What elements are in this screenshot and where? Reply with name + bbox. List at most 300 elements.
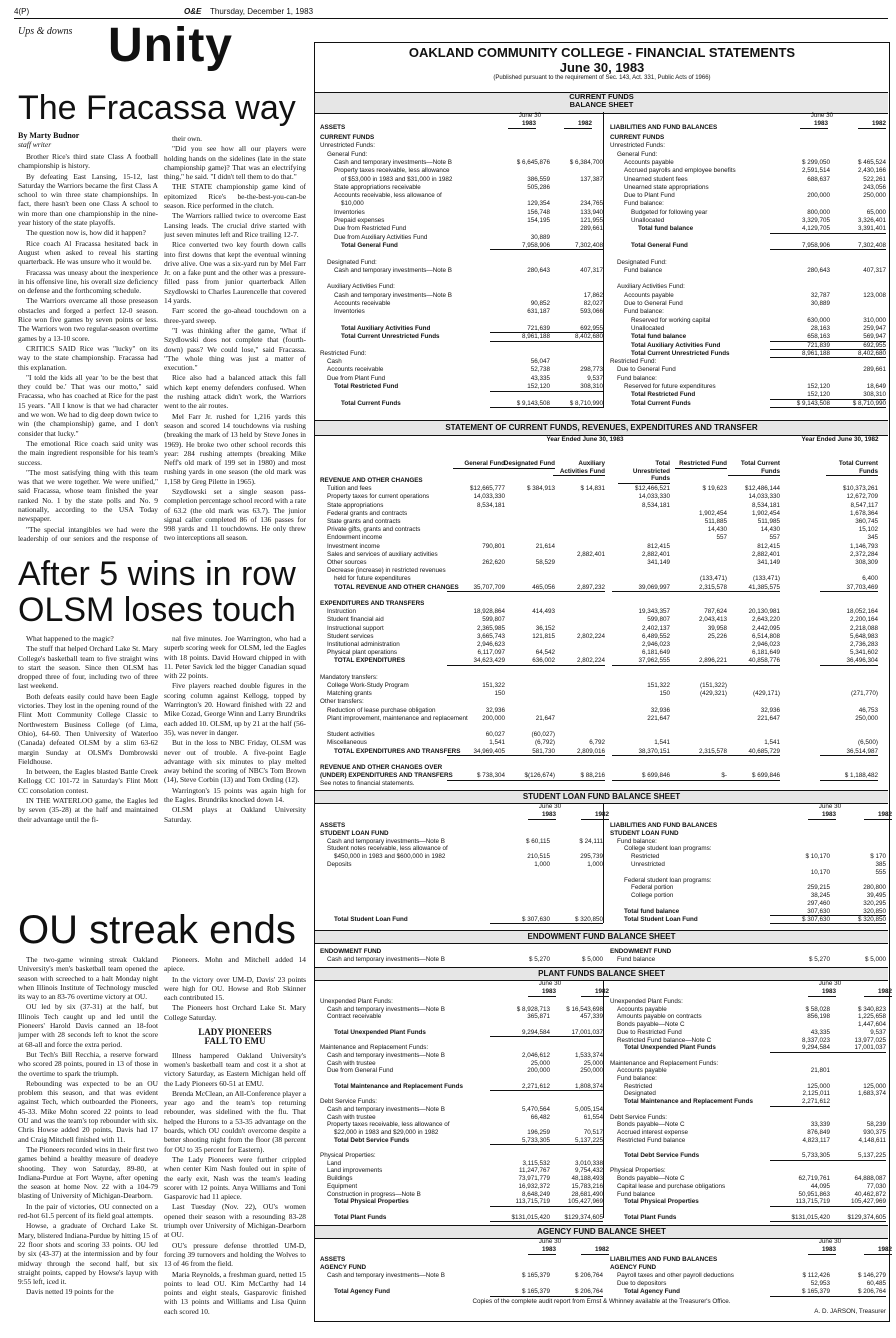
plant-left-value-1982: 1,533,374: [574, 1051, 603, 1059]
paragraph: OU led by six (37-31) at the half, but Illinois Tech caught up and led until the Pioneers' Harold Davis canned an 18-foot jumper with 28 seconds left to knot the score at 68-all and force the extra period.: [18, 1002, 158, 1049]
stmt-col-header: Total Current Funds: [826, 460, 878, 476]
cur-left-label: Inventories: [320, 208, 365, 216]
cur-right-label: Accounts payable: [610, 158, 674, 166]
cur-left-value-1982: 8,402,680: [543, 333, 603, 342]
stmt-cell: 14,430: [760, 526, 780, 534]
end-right-label: Fund balance: [610, 956, 656, 963]
ag-right-label: AGENCY FUND: [610, 1264, 657, 1271]
plant-right-value-1982: 77,030: [866, 1182, 886, 1190]
cur-left-value-1983: 56,047: [530, 358, 550, 366]
cur-right-value-1983: 7,958,906: [770, 242, 830, 251]
plant-left-label: Cash and temporary investments—Note B: [320, 1105, 445, 1113]
stmt-cell: 6,792: [589, 739, 605, 747]
current-funds-title: CURRENT FUNDS: [569, 92, 634, 101]
plant-left-label: Physical Properties:: [320, 1152, 376, 1159]
ag-right-label: Due to depositors: [610, 1280, 667, 1287]
ag-left-label: Total Agency Fund: [320, 1288, 390, 1295]
cur-left-value-1983: 90,852: [530, 300, 550, 307]
plant-right-value-1983: 44,095: [810, 1182, 830, 1190]
olsm-headline-line2: OLSM loses touch: [18, 591, 296, 629]
plant-right-value-1982: 1,225,658: [857, 1013, 886, 1021]
olsm-column-2: [164, 634, 306, 874]
issue-date: Thursday, December 1, 1983: [210, 7, 314, 16]
stmt-cell: 6,117,097: [477, 649, 505, 657]
stmt-cell: 6,489,552: [641, 632, 670, 640]
stmt-cell: 40,685,729: [722, 748, 780, 757]
paragraph: Pioneers. Mohn and Mitchell added 14 apiece.: [164, 955, 306, 974]
cur-left-label: Due from Restricted Fund: [320, 225, 407, 233]
cur-left-label: Prepaid expenses: [320, 217, 385, 224]
sl-right-value-1983: 259,215: [807, 884, 830, 892]
plant-right-label: Amounts payable on contracts: [610, 1013, 702, 1021]
paragraph: By defeating East Lansing, 15-12, last Saturday the Warriors became the first Class A school to win three state championships. In fact, there hasn't been one Class A school to win more than one championship in the nine-year history of the state playoffs.: [18, 171, 158, 228]
stmt-cell: 1,541: [764, 739, 780, 747]
plant-right-value-1983: 2,271,612: [770, 1098, 830, 1107]
cur-left-value-1983: 52,738: [530, 366, 550, 374]
stmt-cell: 1,902,454: [698, 509, 727, 517]
cur-right-year1983: 1983: [800, 120, 828, 129]
stmt-cell: 2,218,088: [849, 624, 878, 632]
stmt-cell: (429,321): [700, 690, 727, 698]
plant-left-label: Due from General Fund: [320, 1067, 394, 1075]
cur-left-label: Total Current Funds: [320, 399, 401, 407]
plant-left-label: Equipment: [320, 1182, 358, 1190]
sl-right-value-1982: 39,495: [866, 892, 886, 900]
cur-left-label: Total Current Unrestricted Funds: [320, 333, 440, 341]
stmt-row-label: Student financial aid: [320, 616, 384, 624]
paragraph: Last Tuesday (Nov. 22), OU's women opened their season with a resounding 83-28 triumph over University of Michigan-Dearborn at OU.: [164, 1202, 306, 1240]
cur-left-label: Inventories: [320, 308, 365, 316]
lady-pioneers-subhead: LADY PIONEERS FALL TO EMU: [198, 1027, 272, 1047]
plant-left-value-1982: $129,374,605: [543, 1214, 603, 1223]
plant-right-value-1983: 5,733,305: [770, 1152, 830, 1161]
byline: By Marty Budnor: [18, 131, 80, 140]
cur-right-value-1982: 692,955: [826, 342, 886, 351]
audit-note: Copies of the complete audit report from Ernst & Whinney available at the Treasurer's Office.: [472, 1298, 731, 1305]
cur-right-value-1982: 3,326,401: [857, 217, 886, 224]
stmt-cell: $10,373,261: [842, 485, 878, 493]
plant-left-value-1982: 61,554: [583, 1113, 603, 1121]
stmt-cell: (6,792): [535, 739, 555, 747]
plant-right-label: Unexpended Plant Funds:: [610, 998, 683, 1005]
paragraph: But in the loss to NBC Friday, OLSM was never out of trouble. A five-point Eagle advantage with six minutes to play melted away behind the scoring of NBC's Tom Brown (14), Steve Corbin (13) and Tom Ording (12).: [164, 738, 306, 785]
agency-title: AGENCY FUND BALANCE SHEET: [315, 1225, 888, 1239]
plant-left-year1982: 1982: [581, 988, 609, 997]
stmt-cell: 250,000: [855, 714, 878, 722]
stmt-cell: 37,703,469: [820, 584, 878, 593]
cur-right-value-1982: 7,302,408: [826, 242, 886, 251]
paragraph: The Warriors overcame all those preseason obstacles and forged a perfect 12-0 season. Rice won five games by seven points or less. The Warriors won two regular-season overtime games by a 13-10 score.: [18, 296, 158, 343]
plant-right-label: Restricted: [610, 1082, 653, 1090]
ag-right-label: LIABILITIES AND FUND BALANCES: [610, 1256, 718, 1263]
cur-left-label: Restricted Fund:: [320, 349, 367, 357]
paragraph: "Did you see how all our players were holding hands on the sidelines (late in the state championship game)? That was an electrifying thing," he said. "I didn't tell them to do that.": [164, 144, 306, 182]
stmt-cell: 18,928,864: [473, 608, 505, 616]
cur-right-value-1982: 2,430,166: [857, 167, 886, 175]
plant-left-value-1983: $131,015,420: [490, 1214, 550, 1223]
paragraph: Rice converted two key fourth down calls into first downs that kept the eventual winning drive alive. One was a six-yard run by Mel Farr Jr. on a fake punt and the other was a pressure-filled pass from junior quarterback Allen Szydlowski to Charles Laurencelle that covered 14 yards.: [164, 240, 306, 306]
plant-left-value-1982: 25,000: [583, 1059, 603, 1067]
cur-right-value-1983: 688,637: [807, 175, 830, 183]
stmt-cell: $ 88,216: [547, 772, 605, 781]
stmt-row-label: Plant improvement, maintenance and replacement: [320, 714, 468, 722]
cur-left-label: Due from Plant Fund: [320, 374, 386, 382]
ag-left-label: ASSETS: [320, 1256, 346, 1263]
plant-right-label: Total Physical Properties: [610, 1198, 699, 1206]
stmt-cell: 6,400: [862, 575, 878, 583]
plant-left-label: Cash and temporary investments—Note B: [320, 1051, 445, 1059]
ag-left-value-1982: $ 206,764: [543, 1288, 603, 1297]
stmt-cell: 25,226: [707, 632, 727, 640]
stmt-cell: 8,547,117: [850, 501, 878, 509]
cur-right-label: Reserved for future expenditures: [610, 383, 716, 390]
sl-right-label: Total fund balance: [610, 907, 680, 915]
stmt-cell: 1,541: [489, 739, 505, 747]
section-kicker: Ups & downs: [18, 26, 73, 37]
stmt-cell: 1,146,793: [849, 542, 878, 550]
sl-left-label: Cash and temporary investments—Note B: [320, 837, 445, 845]
sl-left-value-1982: 295,739: [580, 853, 603, 861]
cur-right-value-1983: 3,329,705: [801, 217, 830, 224]
plant-left-label: Property taxes receivable, less allowance of: [320, 1121, 450, 1129]
cur-right-value-1982: 250,000: [863, 192, 886, 200]
stmt-cell: 557: [769, 534, 780, 542]
plant-right-value-1983: 43,335: [810, 1028, 830, 1036]
sl-left-value-1983: $ 60,115: [525, 837, 550, 845]
cur-right-value-1983: 28,163: [810, 324, 830, 332]
plant-left-label: Buildings: [320, 1175, 353, 1183]
stmt-year-1982: Year Ended June 30, 1982: [801, 436, 879, 443]
cur-right-value-1983: 280,643: [807, 266, 830, 274]
cur-right-label: Restricted Fund:: [610, 358, 657, 366]
stmt-cell: 790,801: [482, 542, 505, 550]
cur-left-value-1982: 82,027: [583, 300, 603, 307]
cur-right-label: Budgeted for following year: [610, 208, 708, 216]
plant-right-value-1983: 113,715,719: [770, 1198, 830, 1207]
plant-right-label: Due to Restricted Fund: [610, 1028, 682, 1036]
sl-right-value-1983: 297,460: [807, 900, 830, 907]
stmt-cell: 14,430: [707, 526, 727, 534]
stmt-cell: $ 1,188,482: [820, 772, 878, 781]
sl-left-value-1982: $ 24,111: [579, 837, 603, 845]
sl-left-label: Deposits: [320, 861, 352, 868]
cur-right-label: Fund balance:: [610, 308, 664, 316]
cur-right-label: Reserved for working capital: [610, 316, 711, 324]
end-left-value-1982: $ 5,000: [581, 956, 603, 963]
stmt-row-label: REVENUE AND OTHER CHANGES OVER: [320, 764, 443, 771]
sl-left-label: Total Student Loan Fund: [320, 915, 408, 923]
stmt-row-label: Mandatory transfers:: [320, 673, 378, 681]
plant-left-label: Cash with trustee: [320, 1113, 376, 1121]
sl-right-label: Total Student Loan Fund: [610, 915, 698, 923]
current-funds-subtitle: BALANCE SHEET: [569, 100, 634, 109]
cur-right-label: Total fund balance: [610, 333, 687, 341]
plant-right-value-1983: $131,015,420: [770, 1214, 830, 1223]
cur-right-label: Total General Fund: [610, 241, 688, 249]
stmt-cell: 14,033,330: [638, 493, 670, 501]
plant-left-value-1983: 25,000: [530, 1059, 550, 1067]
cur-left-label: Cash and temporary investments—Note B: [320, 291, 452, 299]
sl-right-value-1982: $ 170: [870, 853, 886, 861]
olsm-column-1: [18, 634, 158, 874]
ag-left-label: AGENCY FUND: [320, 1264, 367, 1271]
stmt-col-header: Total Current Funds: [728, 460, 780, 476]
cur-right-value-1982: $ 8,710,990: [826, 400, 886, 409]
stmt-row-label: See notes to financial statements.: [320, 780, 415, 788]
plant-right-value-1982: 17,001,037: [826, 1044, 886, 1053]
plant-right-value-1982: 1,683,374: [857, 1090, 886, 1098]
cur-left-label: Accounts receivable: [320, 366, 384, 374]
cur-right-label: Due to General Fund: [610, 300, 683, 307]
paragraph: But Tech's Bill Recchia, a reserve forward who scored 28 points, poured in 13 of those in the overtime to spark the triumph.: [18, 1049, 158, 1078]
paragraph: The Lady Pioneers were further crippled when center Kim Nash fouled out in spite of the early exit, Nash was the team's leading scorer with 12 points. Anya Williams and Toni Gasparovic had 11 apiece.: [164, 1154, 306, 1202]
plant-right-value-1983: $ 58,028: [805, 1005, 830, 1013]
cur-right-value-1982: 569,947: [826, 333, 886, 342]
cur-left-year1983: 1983: [508, 120, 536, 129]
plant-left-label: Land: [320, 1159, 342, 1167]
stmt-row-label: Miscellaneous: [320, 739, 367, 747]
assets-heading: ASSETS: [320, 124, 346, 131]
stmt-cell: 8,534,181: [476, 501, 505, 509]
sl-right-value-1982: 385: [875, 861, 886, 868]
cur-left-value-1982: 121,955: [580, 217, 603, 224]
cur-left-label: Unrestricted Funds:: [320, 142, 375, 150]
paragraph: The question now is, how did it happen?: [26, 228, 146, 238]
ag-left-value-1982: $ 206,764: [574, 1272, 603, 1279]
cur-left-label: CURRENT FUNDS: [320, 134, 375, 141]
paragraph: Warrington's 15 points was again high for the Eagles. Brundriks knocked down 14.: [164, 785, 306, 805]
plant-left-label: Maintenance and Replacement Funds:: [320, 1044, 429, 1052]
stmt-cell: 21,647: [535, 714, 555, 722]
cur-right-label: Auxiliary Activities Fund:: [610, 283, 685, 291]
plant-left-label: Total Physical Properties: [320, 1198, 409, 1206]
paragraph: The Pioneers recorded wins in their first two games behind a healthy measure of deadeye shooting. They won Saturday, 89-80, at Indiana-Purdue at Fort Wayne, after opening the season at home Nov. 22 with a 104-79 blasting of University of Michigan-Dearborn.: [18, 1144, 158, 1201]
cur-right-label: Designated Fund:: [610, 258, 667, 266]
stmt-cell: $ 14,831: [580, 485, 605, 493]
cur-right-value-1983: 152,120: [807, 383, 830, 390]
cur-divider: [603, 112, 604, 408]
plant-right-label: Restricted Fund balance—Note C: [610, 1036, 712, 1044]
cur-right-label: Due to Plant Fund: [610, 192, 675, 200]
cur-right-value-1983: 8,961,188: [770, 350, 830, 359]
cur-left-label: $10,000: [320, 200, 364, 208]
sl-right-june30: June 30: [818, 803, 842, 810]
cur-right-value-1983: 800,000: [807, 208, 830, 216]
plant-left-value-1983: 113,715,719: [490, 1198, 550, 1207]
cur-right-value-1982: 123,008: [863, 291, 886, 299]
paragraph: Szydlowski set a single season pass-completion percentage school record with a rate of 63.2 (the old mark was 63.7). The junior signal caller completed 86 of 136 passes for 998 yards and 11 touchdowns. He only threw two interceptions all season.: [164, 486, 306, 543]
stmt-row-label: State appropriations: [320, 501, 384, 509]
end-left-value-1983: $ 5,270: [528, 956, 550, 963]
cur-left-label: General Fund:: [320, 150, 368, 158]
stmt-cell: $(126,674): [497, 772, 555, 781]
plant-left-label: Total Unexpended Plant Funds: [320, 1028, 426, 1036]
sl-left-year1982: 1982: [581, 811, 609, 820]
ag-right-year1983: 1983: [808, 1246, 836, 1255]
ag-right-year1982: 1982: [864, 1246, 892, 1255]
stmt-cell: $ 384,913: [526, 485, 555, 493]
treasurer-signature: A. D. JARSON, Treasurer: [814, 1308, 886, 1315]
paragraph: What happened to the magic?: [26, 634, 114, 643]
cur-left-label: Auxiliary Activities Fund:: [320, 283, 395, 291]
cur-left-label: Total Auxiliary Activities Fund: [320, 324, 431, 332]
plant-right-value-1983: 50,951,863: [798, 1190, 830, 1198]
stmt-cell: 151,322: [647, 682, 670, 689]
plant-right-value-1983: 856,198: [807, 1013, 830, 1021]
plant-right-label: Maintenance and Replacement Funds:: [610, 1059, 719, 1067]
sl-right-label: Unrestricted: [610, 861, 665, 868]
stmt-cell: 35,707,709: [447, 584, 505, 593]
stmt-cell: 60,027: [485, 731, 505, 739]
cur-left-value-1982: 692,955: [543, 325, 603, 334]
cur-left-label: Designated Fund:: [320, 258, 377, 266]
ag-left-label: Cash and temporary investments—Note B: [320, 1272, 445, 1279]
stmt-cell: 221,647: [757, 714, 780, 722]
ag-left-june30: June 30: [538, 1238, 562, 1245]
plant-left-value-1982: 5,137,225: [543, 1137, 603, 1146]
stmt-cell: 38,370,151: [612, 748, 670, 757]
cur-left-value-1982: 133,940: [580, 208, 603, 216]
cur-right-label: Fund balance: [610, 266, 663, 274]
cur-right-value-1982: 65,000: [866, 208, 886, 216]
paragraph: Brenda McClean, an All-Conference player a year ago and the team's top returning rebounder, was sidelined with the flu. That helped the Hurons to a 53-35 advantage on the boards, which OU couldn't overcome despite a better shooting night from the floor (38 percent for OU to 35 percent for Eastern).: [164, 1088, 306, 1154]
stmt-cell: 64,542: [535, 649, 555, 657]
paragraph: Farr scored the go-ahead touchdown on a three-yard sweep.: [164, 306, 306, 325]
plant-left-value-1983: 9,294,584: [490, 1029, 550, 1038]
sl-left-label: STUDENT LOAN FUND: [320, 829, 389, 837]
stmt-cell: 812,415: [757, 542, 780, 550]
cur-right-year1982: 1982: [858, 120, 886, 129]
plant-left-value-1983: 8,648,249: [521, 1190, 550, 1198]
paragraph: Illness hampered Oakland University's women's basketball team and cost it a shot at victory Saturday, as Eastern Michigan held off the Lady Pioneers 60-51 at EMU.: [164, 1050, 306, 1088]
ag-left-year1983: 1983: [528, 1246, 556, 1255]
stmt-cell: 3,665,743: [476, 632, 505, 640]
plant-left-label: Unexpended Plant Funds:: [320, 998, 393, 1005]
stmt-cell: 15,102: [858, 526, 878, 534]
cur-right-value-1982: 407,317: [863, 266, 886, 274]
ag-right-label: Payroll taxes and other payroll deductions: [610, 1272, 734, 1279]
plant-left-value-1982: 457,339: [580, 1013, 603, 1021]
stmt-row-label: Property taxes for current operations: [320, 493, 430, 501]
stmt-cell: 150: [659, 690, 670, 698]
cur-right-value-1982: 243,056: [863, 183, 886, 191]
sl-right-label: LIABILITIES AND FUND BALANCES: [610, 822, 718, 829]
cur-left-value-1983: 280,643: [527, 266, 550, 274]
paragraph: Maria Reynolds, a freshman guard, netted 15 points to lead OU. Kim McCarthy had 14 points and eight steals, Gasparovic finished with 13 points and Williams and Lisa Quinn each scored 10.: [164, 1269, 306, 1316]
stmt-cell: 1,678,364: [849, 509, 878, 517]
cur-right-value-1983: 4,129,705: [770, 225, 830, 234]
stmt-cell: 465,056: [497, 584, 555, 593]
plant-right-value-1982: 105,427,969: [826, 1198, 886, 1207]
stmt-row-label: Institutional administration: [320, 641, 400, 648]
stmt-row-label: Federal grants and contracts: [320, 509, 408, 517]
stmt-cell: $ 19,623: [702, 485, 727, 493]
plant-left-label: Contract receivable: [320, 1013, 382, 1021]
stmt-cell: 2,315,578: [669, 748, 727, 757]
cur-right-label: Total Current Funds: [610, 399, 691, 407]
cur-right-june30: June 30: [810, 112, 834, 119]
cur-right-value-1982: 522,261: [863, 175, 886, 183]
plant-right-value-1983: 33,339: [810, 1121, 830, 1129]
stmt-row-label: Instruction: [320, 608, 357, 616]
sl-left-june30: June 30: [538, 803, 562, 810]
cur-left-value-1982: 9,537: [587, 374, 603, 382]
paragraph: Rice coach Al Fracassa hesitated back in August when asked to reveal his starting quarterback. He was unsure who it would be.: [18, 238, 158, 267]
stmt-cell: (429,171): [753, 690, 780, 698]
student-loan-title: STUDENT LOAN FUND BALANCE SHEET: [315, 790, 888, 804]
plant-left-label: Construction in progress—Note B: [320, 1190, 421, 1198]
ag-left-value-1983: $ 165,379: [490, 1288, 550, 1297]
cur-right-label: Total Restricted Fund: [610, 391, 696, 399]
plant-left-value-1983: $ 8,928,713: [516, 1005, 550, 1013]
cur-right-value-1983: 630,000: [807, 316, 830, 324]
cur-right-label: Unrestricted Funds:: [610, 142, 665, 150]
cur-right-value-1983: 721,839: [770, 342, 830, 351]
plant-funds-title: PLANT FUNDS BALANCE SHEET: [315, 967, 888, 981]
stmt-row-label: EXPENDITURES AND TRANSFERS: [320, 600, 425, 607]
stmt-cell: 5,648,983: [849, 632, 878, 640]
cur-left-value-1982: 234,765: [580, 200, 603, 208]
cur-right-label: Unallocated: [610, 217, 665, 224]
end-left-label: ENDOWMENT FUND: [320, 948, 382, 955]
stmt-cell: 40,858,776: [722, 657, 780, 666]
liabilities-heading: LIABILITIES AND FUND BALANCES: [610, 124, 718, 131]
cur-right-label: General Fund:: [610, 150, 658, 158]
stmt-cell: 636,002: [497, 657, 555, 666]
stmt-cell: (133,471): [700, 575, 727, 583]
stmt-row-label: Other sources: [320, 559, 367, 566]
ag-right-value-1983: $ 165,379: [770, 1288, 830, 1297]
stmt-cell: 2,315,578: [669, 584, 727, 593]
plant-left-value-1982: 1,808,374: [543, 1083, 603, 1092]
cur-right-value-1982: 308,310: [826, 391, 886, 400]
stmt-cell: $ 699,846: [612, 772, 670, 781]
paper-name: O&E: [184, 7, 202, 16]
stmt-cell: 2,402,137: [641, 624, 670, 632]
byline-role: staff writer: [18, 140, 52, 149]
paragraph: In the pair of victories, OU connected on a red-hot 61.5 percent of its field goal attempts.: [18, 1201, 158, 1221]
stmt-cell: 2,802,224: [547, 657, 605, 666]
sl-right-value-1983: 307,630: [770, 908, 830, 917]
paragraph: Brother Rice's third state Class A football championship is history.: [18, 152, 158, 171]
fracassa-column-1: [18, 152, 158, 544]
ou-headline: OU streak ends: [18, 908, 296, 952]
paragraph: The Pioneers host Orchard Lake St. Mary College Saturday.: [164, 1003, 306, 1022]
cur-right-label: Unearned state appropriations: [610, 183, 709, 191]
plant-left-value-1982: 105,427,969: [543, 1198, 603, 1207]
sl-divider: [603, 803, 604, 923]
cur-left-label: Property taxes receivable, less allowance: [320, 167, 450, 175]
stmt-cell: (271,770): [851, 690, 878, 698]
plant-left-value-1982: 17,001,037: [543, 1029, 603, 1038]
cur-left-value-1983: 43,335: [530, 374, 550, 382]
ag-right-value-1983: $ 112,426: [802, 1272, 830, 1279]
plant-right-label: Accrued interest expense: [610, 1128, 689, 1136]
stmt-row-label: Reduction of lease purchase obligation: [320, 706, 436, 714]
page-number: 4(P): [14, 7, 30, 16]
stmt-cell: 151,322: [482, 682, 505, 689]
paragraph: The two-game winning streak Oakland University's men's basketball team opened the season with screeched to a halt Monday night when Illinois Institute of Technology muscled its way to an 83-76 overtime victory at OU.: [18, 955, 158, 1002]
stmt-cell: 36,514,987: [820, 748, 878, 757]
stmt-cell: 36,496,304: [820, 657, 878, 666]
cur-left-label: Due from Auxiliary Activities Fund: [320, 233, 428, 241]
plant-left-label: Cash and temporary investments—Note B: [320, 1005, 445, 1013]
cur-left-year1982: 1982: [564, 120, 592, 129]
plant-left-value-1982: 70,517: [583, 1128, 603, 1136]
plant-left-value-1982: 15,783,216: [571, 1182, 603, 1190]
plant-left-value-1983: 196,259: [527, 1128, 550, 1136]
stmt-cell: 2,736,283: [849, 641, 878, 648]
